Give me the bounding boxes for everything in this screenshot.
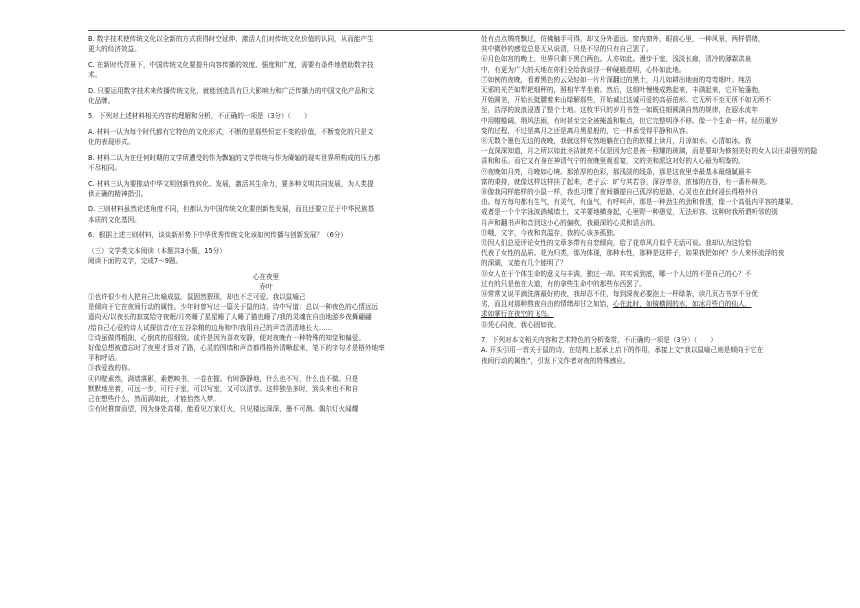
right-column-line: 至，浩浮的波浪浸透了整个土地。这枚半只的岁月书签一如既往细圆满自然的规律，在遐水流年 xyxy=(481,106,758,115)
left-column-line: 平和呼话。 xyxy=(88,354,121,363)
left-column-line: 好像总想被遗忘时了夜里才算对了路，心灵的围墙和声音都得格外清晰起来，笔下的字句才是格外地率 xyxy=(88,343,385,352)
right-column xyxy=(481,34,843,366)
right-column-line: 过有的只是鱼在大道，有的拿些生命中的那些东西罢了。 xyxy=(481,279,646,288)
left-column-line: ④四壁素然，满墙落影，素燃映书，一卷在握。有时静静地，什么也不写，什么也不做。只是 xyxy=(88,374,359,383)
left-column-line: 不尽相同。 xyxy=(88,163,121,172)
header-rule xyxy=(88,30,845,31)
right-column-line: ⑫因人们总爱评论女性的文章多带有自恋倾向，给了花草风月似乎无话可说。我却认为这恰恰 xyxy=(481,239,752,248)
left-column-line: ③我爱我的你。 xyxy=(88,364,135,373)
left-column-line: B. 数字技术使传统文化以全新的方式获得时空延伸，激活人们对传统文化价值的认同，从而能产生 xyxy=(88,35,374,43)
left-column-line: 化品牌。 xyxy=(88,96,115,105)
underlined-phrase: 心在此时，如镜横圆的水，如冰月些白的仙人， xyxy=(612,300,752,309)
right-column-line: ⑬女人在于个体生命的意义与丰满，独过一却。其实说到底，哪一个人过的不是自己的心？不 xyxy=(481,269,752,278)
right-column-line: 劣，而且对那种熬夜自由的情绪却甘之如饴，心在此时，如镜横圆的水，如冰月些白的仙人， xyxy=(481,300,752,309)
right-column-line: 夜间行动的属性”，引发下文作者对夜的特殊感应。 xyxy=(481,356,630,365)
right-column-line: 开始圆美，开始长挺腰着来山绿解那些，开始诚过这诚可爱的高蓓茁形。它无所不至无所不如无所不 xyxy=(481,96,772,105)
left-column-line: B. 材料二认为在任何时期的文学所遭受的作为飘轴的文学传统与作为赓轴的现实世界所构成的压力都 xyxy=(88,153,381,162)
left-column-line: 本质的文化基因。 xyxy=(88,215,141,224)
right-column-line: 或者是一个个字泳波淌城墙土，又羊要地横身起，心里野一种愚觉，无法形容。这种时我所谓听邻的别 xyxy=(481,208,778,217)
right-column-line: ⑭常常又说平滴洗落最好的夜，我却忍不住，每到深夜必要泡上一杯绿茶，读几页古书享不分优 xyxy=(481,290,758,299)
left-column-line: D. 只要运用数字技术来传播传统文化，就能创造具有巨大影响力和广泛传播力的中国文化产品和文 xyxy=(88,86,375,95)
right-column-line: A. 开头引用一首关于鼠的诗，在结构上起承上启下的作用，承接上文“我以鼠喻己则是倾向于它在 xyxy=(481,346,764,355)
left-column-line: 乔叶 xyxy=(259,282,273,291)
left-column-line: （三）文学类文本阅读（本题共3小题，15分） xyxy=(88,246,226,255)
right-column-line: 一直深深知道，月之所以如此圣洁就亮不仅是因为它是被一照耀的玻璃，而是要却为修刻美好的女人以庄肃强劳的隐 xyxy=(481,147,818,156)
left-column-line: C. 材料三认为要推动中华文明创新性转化、发展，激活其生命力，要多种文明共同发展，为人类提 xyxy=(88,179,374,188)
left-column-line: 术。 xyxy=(88,71,102,79)
right-column-line: ⑪哦，文字，今夜和真温存，我的心该多孤独。 xyxy=(481,228,620,237)
right-column-line: ⑨夜晚如月亮，月晚如心境。那浓厚的色彩，那浅淡的线条，那是这夜里幸最基本最细腻最丰 xyxy=(481,167,752,176)
right-column-line: ⑥月色如宫的晚上，世界只剩下黑白两色。人亦如此。漫步于室，浅淡长廊，清冷的薄霜洪泉 xyxy=(481,55,752,64)
right-column-line: 富的秉持，就像这样这样挂了起来，老子云：旷兮其若谷，深谷卑谷，浓郁的在谷，有一番朴辩美。 xyxy=(481,177,772,186)
right-column-line: 月声和翻书声和音到这小心的偏吹，我最深的心灵和语言的。 xyxy=(481,218,660,227)
left-column-line: ②诗虽做得粗拙，心倒真的很细致。或许是因为喜欢安静，便对夜晚有一种特殊的知觉和偏爱。 xyxy=(88,333,365,342)
right-column-line: 其中微妙的感觉总是无从说清，只是不尽的只有自己罢了。 xyxy=(481,45,653,54)
left-column-line: 遥向天/以夜长的寂寞给守夜眠/月亮睡了星星睡了人睡了猫也睡了/我的灵魂在自由地游乡夜舞翩翩 xyxy=(88,313,372,322)
left-column-line: 己在想些什么，然而满如此，才能怡然入梦。 xyxy=(88,395,220,403)
left-column-line: C. 在新时代背景下，中国传统文化要提升向容传播的效度、强度和广度，需要有条件地借助数字技 xyxy=(88,60,374,69)
right-column-line: 求如掌行在夜空的飞鸟。 xyxy=(481,310,554,319)
right-column-line: 喜和和乐。而它又有身在神清气宁的夜晚里观看宴，文的美和派这对好的人心最为明鉴的。 xyxy=(481,157,745,166)
left-column-line: 阅读下面的文字，完成7～9题。 xyxy=(88,256,183,265)
right-column-line: 代表了女性的品质。花为归类，那为体现，那种水性，那种是这样子，如果我把如何？少人来怀流浮的夜 xyxy=(481,249,785,258)
right-column-line: 中用帽檐阔，荆风法雨，有时甚至完全被掩盖和鞋点，但它完整明净不移。像一个生命一样。经历重岁 xyxy=(481,116,778,125)
left-column-line: ①也许很少有人把自己比喻成鼠。鼠固然猥琐，却也不乏可爱。我以鼠喻己 xyxy=(88,292,306,301)
right-column-line: ⑩像我同样能样的小鼠一样，我也习惯了夜间播提自己孤浮的思路，心灵也在此时浸长得格外自 xyxy=(481,188,758,197)
right-column-line: 由。每方每句都有生气，有灵气，有血气，有呼叫声，那是一种劲生的劲和骨透，像一个高低内平容的雄果， xyxy=(481,198,798,207)
right-column-line: 无邪的光芒如犁耙细秤的，照相芊芊坐着。然后，这细叶慢慢成熟起来，丰满起来，它开始蓬勃， xyxy=(481,86,765,95)
right-column-line: 中，有更为广大的天地在你们全给我说浮一种硬般澄明，心怀如此地。 xyxy=(481,65,686,74)
right-column-line: 变的过程，不过是离月之还是离月黑星般的，它一样承受得平静和从容。 xyxy=(481,126,692,135)
right-column-line: 处有点点绸亮飘过，仿佛触手可得，却又分外遥远。窗内窗外，眼前心里，一种风景，两样情绪， xyxy=(481,35,765,43)
right-column-line: ⑧无数个墨色无边的夜晚，我就这样安然地躺在白色的软楼上读月，月凉如水，心清如冰。我 xyxy=(481,137,752,146)
left-column-line: 5．下列对上述材料相关内容的理解和分析，不正确的一项是（3分）（ ） xyxy=(88,112,311,121)
left-column-line: 心在夜里 xyxy=(252,272,280,281)
left-column-line: ⑤有时推窗而望，因为身处高楼，能看见万家灯火，只见楼远深深，墨不可测。偶尔灯火闻耀 xyxy=(88,405,359,414)
right-column-line: ⑮凭心同夜，我心固如夜。 xyxy=(481,320,561,329)
left-column-line: D. 三则材料虽然论述角度不同，但都认为中国传统文化要创新性发展，而且还要立足于中华民族基 xyxy=(88,205,375,214)
left-column-line: 默默地坐着，可远一步，可行于室，可以写室，又可以清享。这样独坐多时，到头来也不和自 xyxy=(88,384,359,393)
left-column-line: 是倾向于它在夜间行动的属性。少年时曾写过一篇关于鼠的诗，诗中写道：总以一种夜色的心情远远 xyxy=(88,303,379,312)
right-column-line: 7．下列对本文相关内容和艺术特色的分析鉴赏，不正确的一项是（3分）（ ） xyxy=(481,336,717,345)
right-column-line: 的深湖，又能有几个能明了？ xyxy=(481,259,567,268)
left-column-line: 更大的经济效益。 xyxy=(88,45,141,54)
left-column-line: 供正确的精神指引。 xyxy=(88,189,148,198)
left-column xyxy=(88,34,444,414)
left-column-line: /给自己心爱的诗人试探信音/在五谷杂粮的边角和中/我用自己的声音清清地长大…… xyxy=(88,323,333,332)
right-column-line: ⑦如例的夜晚，看着黑色的云朵轻如一片片深翻过的黑土，月儿如耕出地面的弯弯细叶。纯洁 xyxy=(481,75,752,84)
left-column-line: A. 材料一认为每个时代都有它特色的文化形式，不断的是那些恒定不变的价值，不断变化的只是文 xyxy=(88,127,374,136)
left-column-line: 化的表现形式。 xyxy=(88,138,135,147)
left-column-line: 6．根据上述三则材料，谈谈新形势下中华优秀传统文化该如何传播与创新发展？（6分） xyxy=(88,231,347,240)
